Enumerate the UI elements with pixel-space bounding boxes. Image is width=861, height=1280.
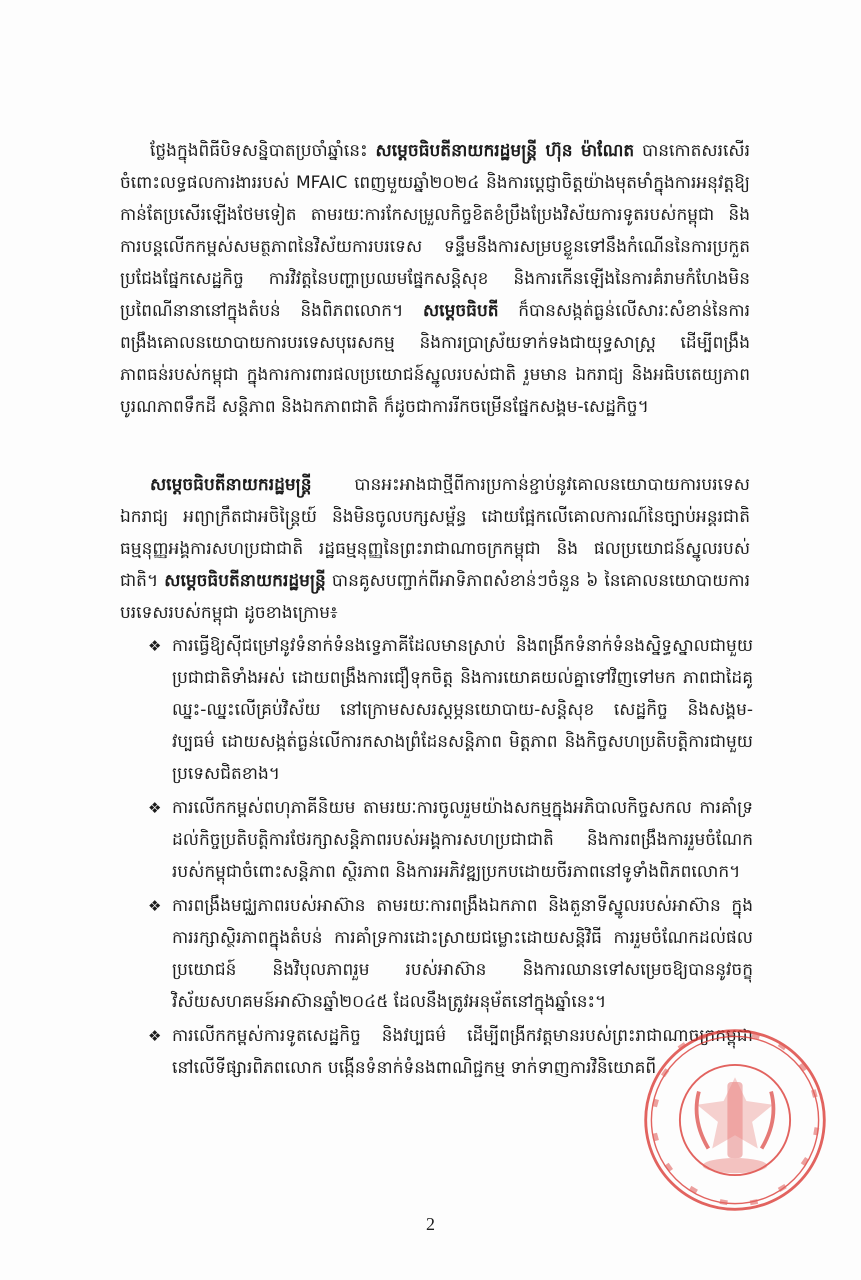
list-item-text: ការពង្រឹងមជ្ឈភាពរបស់អាស៊ាន តាមរយៈការពង្រឹងឯកភាព និងតួនាទីស្នូលរបស់អាស៊ាន ក្នុងការរក្សាស្ថិរភាពក្នុងតំបន់ ការគាំទ្រការដោះស្រាយជម្លោះដោយសន្តិវិធី ការរួមចំណែកដល់ផលប្រយោជន៍ និងវិបុលភាពរួម របស់អាស៊ាន និងការឈានទៅសម្រេចឱ្យបាននូវចក្ខុវិស័យសហគមន៍អាស៊ានឆ្នាំ២០៤៥ ដែលនឹងត្រូវអនុម័តនៅក្នុងឆ្នាំនេះ។ <box>172 896 753 1012</box>
page-number: 2 <box>426 1214 435 1234</box>
p1-bold-title: សម្ដេចធិបតីនាយករដ្ឋមន្ត្រី ហ៊ុន ម៉ាណែត <box>375 141 635 161</box>
bullet-diamond-icon: ❖ <box>148 799 162 817</box>
p1-middle: បានកោតសរសើរចំពោះលទ្ធផលការងាររបស់ MFAIC ពេញមួយឆ្នាំ២០២៤ និងការប្ដេជ្ញាចិត្តយ៉ាងមុតមាំក្នុងការអនុវត្តឱ្យកាន់តែប្រសើរឡើងថែមទៀត តាមរយៈការកែសម្រួលកិច្ចខិតខំប្រឹងប្រែងវិស័យការទូតរបស់កម្ពុជា និងការបន្តលើកកម្ពស់សមត្ថភាពនៃវិស័យការបរទេស ទន្ទឹមនឹងការសម្របខ្លួនទៅនឹងកំណើននៃការប្រកួតប្រជែងផ្នែកសេដ្ឋកិច្ច ការវិវត្តនៃបញ្ហាប្រឈមផ្នែកសន្តិសុខ និងការកើនឡើងនៃការគំរាមកំហែងមិនប្រពៃណីនានានៅក្នុងតំបន់ និងពិភពលោក។ <box>120 141 750 321</box>
paragraph-2 <box>120 469 750 629</box>
list-item <box>148 630 753 790</box>
bullet-diamond-icon: ❖ <box>148 1027 162 1045</box>
official-seal-stamp <box>640 1025 830 1215</box>
priority-list <box>148 630 753 1086</box>
p2-middle: បានអះអាងជាថ្មីពីការប្រកាន់ខ្ជាប់នូវគោលនយោបាយការបរទេសឯករាជ្យ អព្យាក្រឹតជាអចិន្ត្រៃយ៍ និងមិនចូលបក្សសម្ព័ន្ធ ដោយផ្អែកលើគោលការណ៍នៃច្បាប់អន្តរជាតិ ធម្មនុញ្ញអង្គការសហប្រជាជាតិ រដ្ឋធម្មនុញ្ញនៃព្រះរាជាណាចក្រកម្ពុជា និង ផលប្រយោជន៍ស្នូលរបស់ជាតិ។ <box>120 475 750 591</box>
paragraph-1 <box>120 135 750 423</box>
bullet-diamond-icon: ❖ <box>148 637 162 655</box>
p2-bold-title-2: សម្ដេចធិបតីនាយករដ្ឋមន្ត្រី <box>164 571 326 591</box>
list-item-text: ការធ្វើឱ្យស៊ីជម្រៅនូវទំនាក់ទំនងទ្វេភាគីដែលមានស្រាប់ និងពង្រីកទំនាក់ទំនងស្និទ្ធស្នាលជាមួយប្រជាជាតិទាំងអស់ ដោយពង្រឹងការជឿទុកចិត្ត និងការយោគយល់គ្នាទៅវិញទៅមក ភាពជាដៃគូឈ្នះ-ឈ្នះលើគ្រប់វិស័យ នៅក្រោមសសរស្ដម្ភនយោបាយ-សន្តិសុខ សេដ្ឋកិច្ច និងសង្គម-វប្បធម៌ ដោយសង្កត់ធ្ងន់លើការកសាងព្រំដែនសន្តិភាព មិត្តភាព និងកិច្ចសហប្រតិបត្តិការជាមួយប្រទេសជិតខាង។ <box>172 636 753 784</box>
p2-bold-title: សម្ដេចធិបតីនាយករដ្ឋមន្ត្រី <box>150 475 312 495</box>
list-item <box>148 890 753 1018</box>
p1-end: ក៏បានសង្កត់ធ្ងន់លើសារៈសំខាន់នៃការពង្រឹងគោលនយោបាយការបរទេសបុរេសកម្ម និងការប្រាស្រ័យទាក់ទងជាយុទ្ធសាស្ត្រ ដើម្បីពង្រឹងភាពធន់របស់កម្ពុជា ក្នុងការការពារផលប្រយោជន៍ស្នូលរបស់ជាតិ រួមមាន ឯករាជ្យ និងអធិបតេយ្យភាព បូរណភាពទឹកដី សន្តិភាព និងឯកភាពជាតិ ក៏ដូចជាការរីកចម្រើនផ្នែកសង្គម-សេដ្ឋកិច្ច។ <box>120 301 750 417</box>
bullet-diamond-icon: ❖ <box>148 897 162 915</box>
list-item <box>148 792 753 888</box>
p2-end: បានគូសបញ្ជាក់ពីអាទិភាពសំខាន់ៗចំនួន ៦ នៃគោលនយោបាយការបរទេសរបស់កម្ពុជា ដូចខាងក្រោម៖ <box>120 571 751 623</box>
p1-start: ថ្លែងក្នុងពិធីបិទសន្និបាតប្រចាំឆ្នាំនេះ <box>150 141 376 161</box>
p1-bold-title-2: សម្ដេចធិបតី <box>422 301 499 321</box>
list-item-text: ការលើកកម្ពស់ការទូតសេដ្ឋកិច្ច និងវប្បធម៌ ដើម្បីពង្រីកវត្តមានរបស់ព្រះរាជាណាចក្រកម្ពុជានៅលើទីផ្សារពិភពលោក បង្កើនទំនាក់ទំនងពាណិជ្ជកម្ម ទាក់ទាញការវិនិយោគពី <box>172 1026 753 1078</box>
list-item-text: ការលើកកម្ពស់ពហុភាគីនិយម តាមរយៈការចូលរួមយ៉ាងសកម្មក្នុងអភិបាលកិច្ចសកល ការគាំទ្រដល់កិច្ចប្រតិបត្តិការថែរក្សាសន្តិភាពរបស់អង្គការសហប្រជាជាតិ និងការពង្រឹងការរួមចំណែករបស់កម្ពុជាចំពោះសន្តិភាព ស្ថិរភាព និងការអភិវឌ្ឍប្រកបដោយចីរភាពនៅទូទាំងពិភពលោក។ <box>172 798 753 882</box>
